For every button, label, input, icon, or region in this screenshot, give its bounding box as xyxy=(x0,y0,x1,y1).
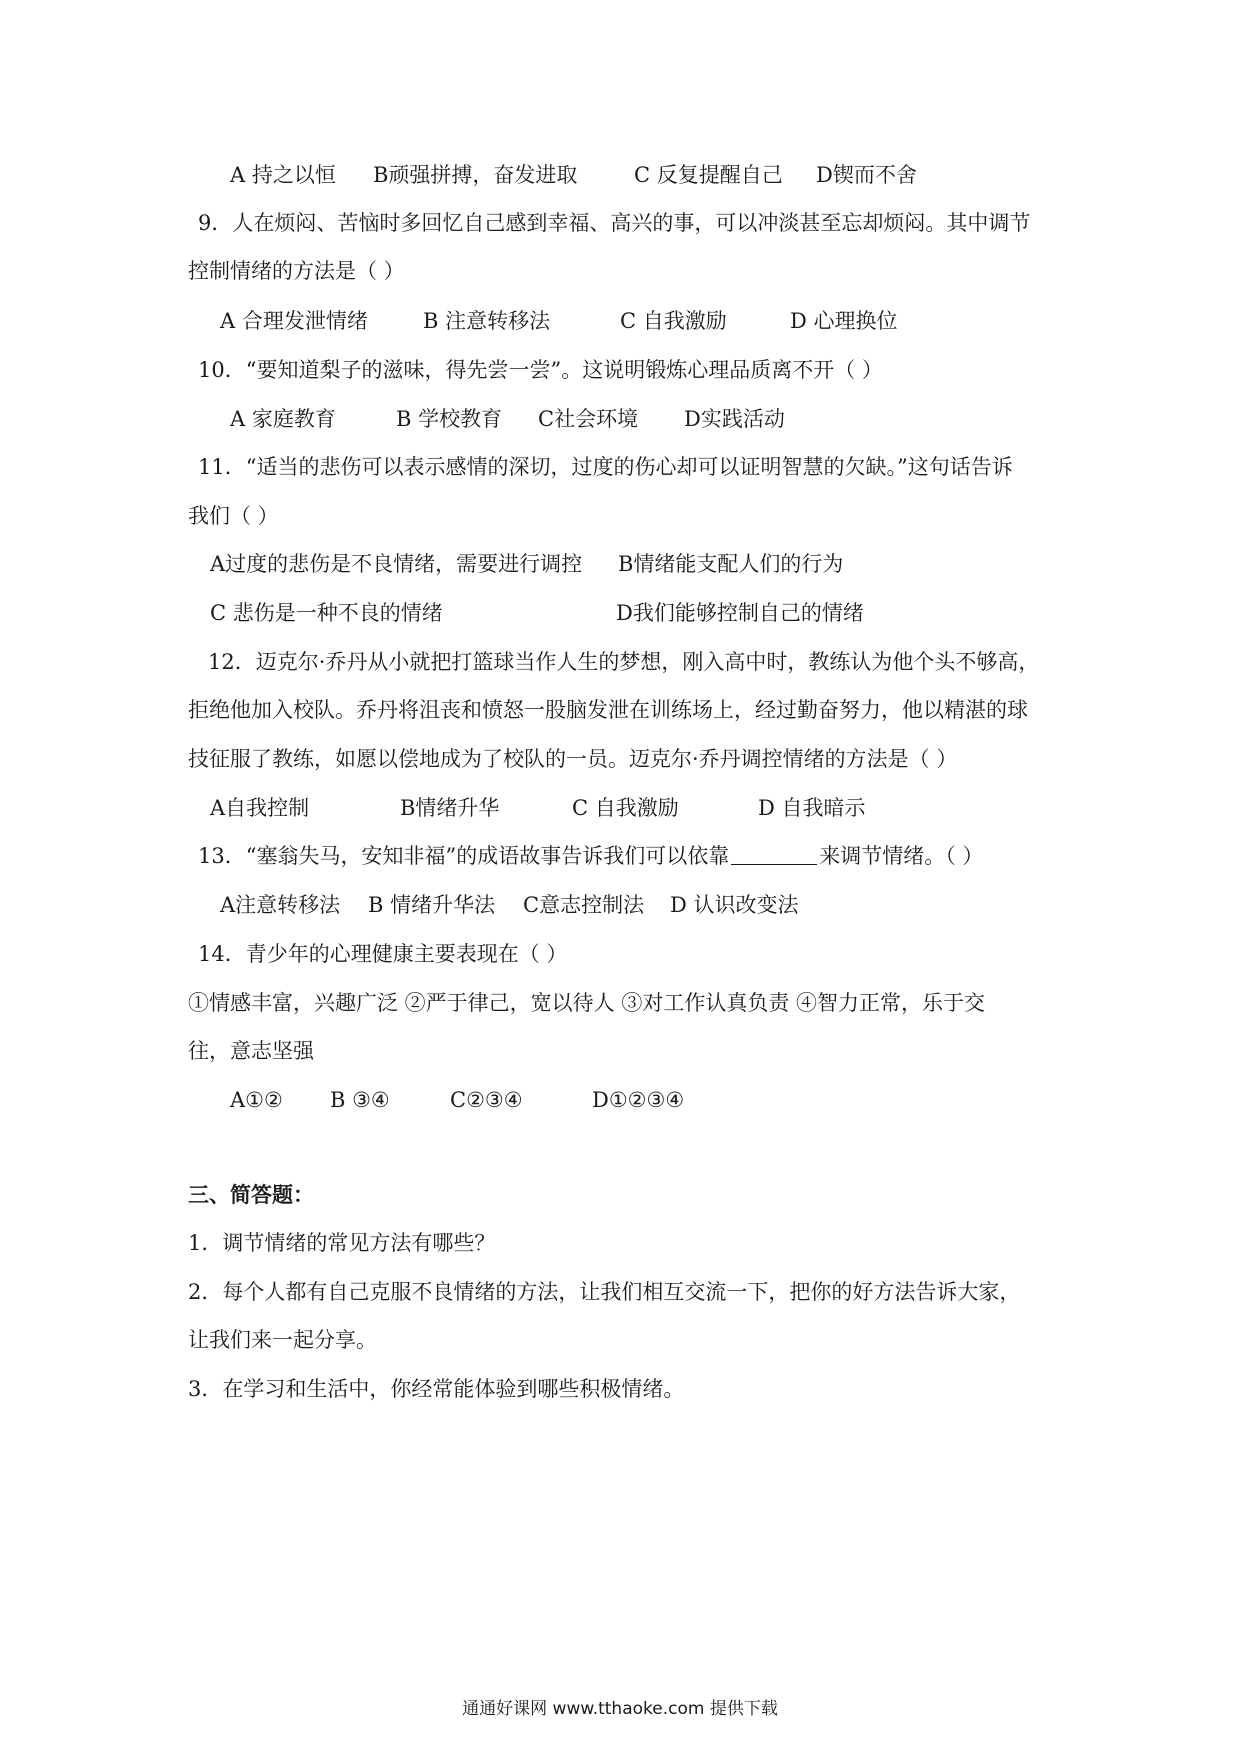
q9-question-line1: 9．人在烦闷、苦恼时多回忆自己感到幸福、高兴的事，可以冲淡甚至忘却烦闷。其中调节 xyxy=(198,211,1031,235)
q8-option-c: C 反复提醒自己 xyxy=(634,163,783,187)
q10-option-c: C社会环境 xyxy=(538,407,639,431)
q13-text-before: 13．“塞翁失马，安知非福”的成语故事告诉我们可以依靠 xyxy=(198,844,730,868)
short-answer-q2-line1: 2．每个人都有自己克服不良情绪的方法，让我们相互交流一下，把你的好方法告诉大家， xyxy=(188,1280,1021,1304)
q12-question-line2: 拒绝他加入校队。乔丹将沮丧和愤怒一股脑发泄在训练场上，经过勤奋努力，他以精湛的球 xyxy=(188,698,1028,722)
short-answer-q2-line2: 让我们来一起分享。 xyxy=(188,1328,377,1352)
q9-option-a: A 合理发泄情绪 xyxy=(220,309,368,333)
q12-question-line3: 技征服了教练，如愿以偿地成为了校队的一员。迈克尔·乔丹调控情绪的方法是（ ） xyxy=(188,747,958,771)
q13-option-b: B 情绪升华法 xyxy=(368,893,496,917)
q10-option-d: D实践活动 xyxy=(684,407,785,431)
q12-question-line1: 12．迈克尔·乔丹从小就把打篮球当作人生的梦想，刚入高中时，教练认为他个头不够高， xyxy=(208,650,1040,674)
q12-option-a: A自我控制 xyxy=(210,796,310,820)
q10-question: 10．“要知道梨子的滋味，得先尝一尝”。这说明锻炼心理品质离不开（ ） xyxy=(198,358,883,382)
section-heading: 三、简答题： xyxy=(188,1182,314,1207)
q14-statements-line2: 往，意志坚强 xyxy=(188,1039,314,1063)
q9-option-b: B 注意转移法 xyxy=(423,309,551,333)
short-answer-q1: 1．调节情绪的常见方法有哪些？ xyxy=(188,1231,496,1255)
q12-option-c: C 自我激励 xyxy=(572,796,679,820)
q14-option-d: D①②③④ xyxy=(592,1088,685,1112)
q12-option-b: B情绪升华 xyxy=(400,796,500,820)
q11-option-d: D我们能够控制自己的情绪 xyxy=(616,601,864,625)
q11-option-a: A过度的悲伤是不良情绪，需要进行调控 xyxy=(210,552,583,576)
q9-option-d: D 心理换位 xyxy=(790,309,898,333)
q14-option-b: B ③④ xyxy=(330,1088,390,1112)
q10-option-a: A 家庭教育 xyxy=(230,407,336,431)
q9-question-line2: 控制情绪的方法是（ ） xyxy=(188,259,405,283)
q14-option-a: A①② xyxy=(230,1088,283,1112)
q14-question: 14．青少年的心理健康主要表现在（ ） xyxy=(198,942,568,966)
q14-statements-line1: ①情感丰富，兴趣广泛 ②严于律己，宽以待人 ③对工作认真负责 ④智力正常，乐于交 xyxy=(188,991,986,1015)
q8-option-d: D锲而不舍 xyxy=(816,163,917,187)
q11-question-line1: 11．“适当的悲伤可以表示感情的深切，过度的伤心却可以证明智慧的欠缺。”这句话告诉 xyxy=(198,455,1013,479)
q10-option-b: B 学校教育 xyxy=(396,407,503,431)
q14-option-c: C②③④ xyxy=(450,1088,523,1112)
short-answer-q3: 3．在学习和生活中，你经常能体验到哪些积极情绪。 xyxy=(188,1377,685,1401)
q13-option-a: A注意转移法 xyxy=(220,893,341,917)
q11-option-b: B情绪能支配人们的行为 xyxy=(618,552,844,576)
q13-answer-blank xyxy=(731,844,817,865)
q13-option-c: C意志控制法 xyxy=(523,893,645,917)
q8-option-b: B顽强拼搏，奋发进取 xyxy=(373,163,578,187)
q13-question xyxy=(198,841,983,871)
q11-option-c: C 悲伤是一种不良的情绪 xyxy=(210,601,443,625)
q11-question-line2: 我们（ ） xyxy=(188,504,279,528)
q13-text-after: 来调节情绪。（ ） xyxy=(819,844,984,868)
q13-option-d: D 认识改变法 xyxy=(670,893,799,917)
q8-option-a: A 持之以恒 xyxy=(230,163,336,187)
page-footer: 通通好课网 www.tthaoke.com 提供下载 xyxy=(462,1699,778,1719)
q9-option-c: C 自我激励 xyxy=(620,309,727,333)
q12-option-d: D 自我暗示 xyxy=(758,796,866,820)
